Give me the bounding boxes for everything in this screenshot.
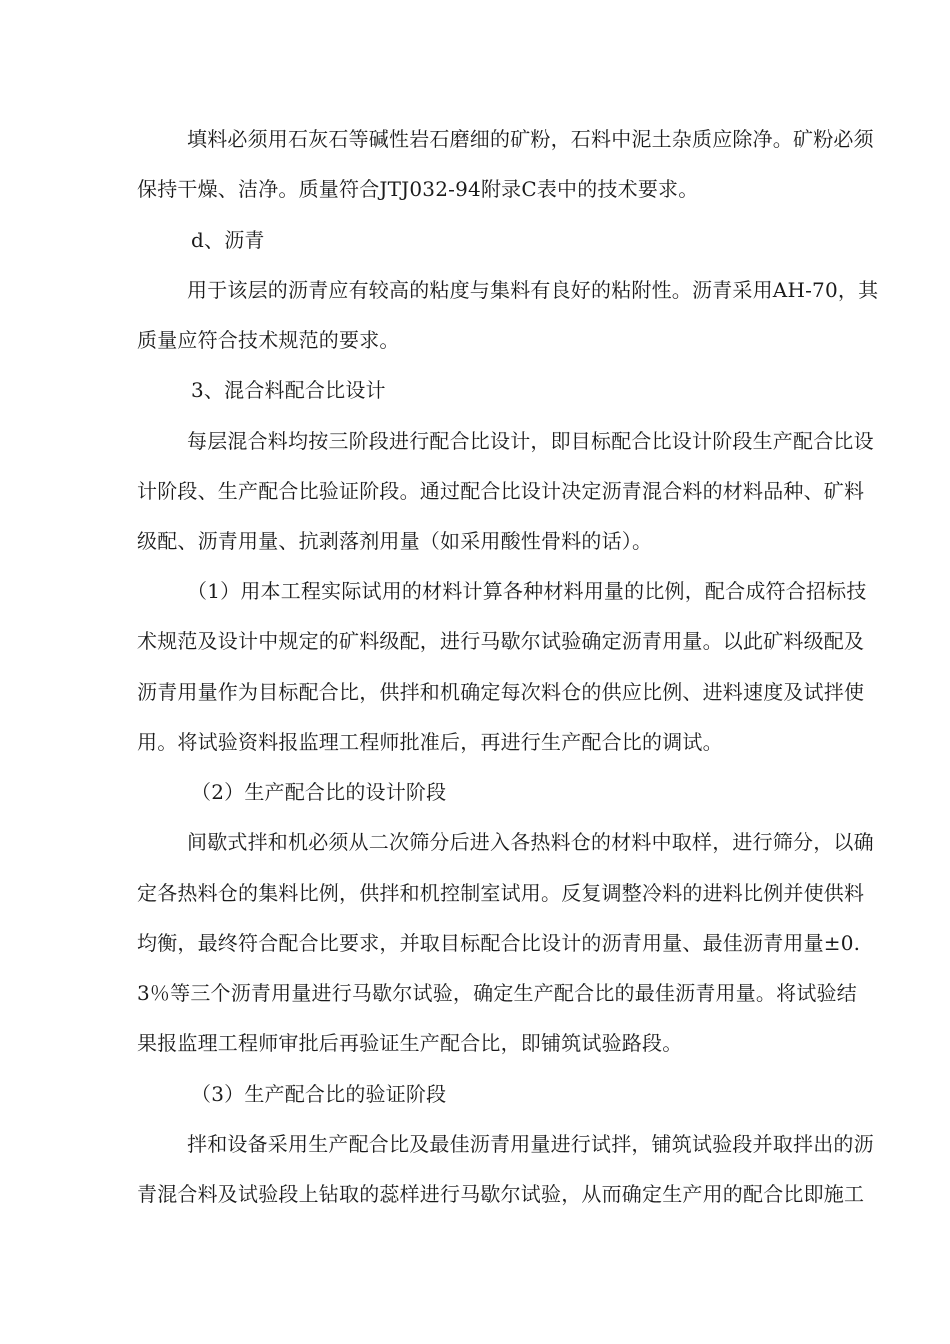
paragraph-asphalt-line-2: 质量应符合技术规范的要求。 xyxy=(137,328,400,352)
heading-asphalt: d、沥青 xyxy=(191,228,265,252)
paragraph-step1-line-4: 用。将试验资料报监理工程师批准后，再进行生产配合比的调试。 xyxy=(137,730,723,754)
paragraph-filler-line-1: 填料必须用石灰石等碱性岩石磨细的矿粉，石料中泥土杂质应除净。矿粉必须 xyxy=(187,127,874,151)
heading-step3: （3）生产配合比的验证阶段 xyxy=(191,1082,447,1106)
paragraph-step2-line-3: 均衡，最终符合配合比要求，并取目标配合比设计的沥青用量、最佳沥青用量±0. xyxy=(137,931,861,955)
heading-mix-design: 3、混合料配合比设计 xyxy=(191,378,386,402)
paragraph-asphalt-line-1: 用于该层的沥青应有较高的粘度与集料有良好的粘附性。沥青采用AH-70，其 xyxy=(187,278,879,302)
paragraph-step3-line-1: 拌和设备采用生产配合比及最佳沥青用量进行试拌，铺筑试验段并取拌出的沥 xyxy=(187,1132,874,1156)
paragraph-mix-design-line-1: 每层混合料均按三阶段进行配合比设计，即目标配合比设计阶段生产配合比设 xyxy=(187,429,874,453)
paragraph-mix-design-line-2: 计阶段、生产配合比验证阶段。通过配合比设计决定沥青混合料的材料品种、矿料 xyxy=(137,479,865,503)
paragraph-step3-line-2: 青混合料及试验段上钻取的蕊样进行马歇尔试验，从而确定生产用的配合比即施工 xyxy=(137,1182,865,1206)
paragraph-step2-line-4: 3％等三个沥青用量进行马歇尔试验，确定生产配合比的最佳沥青用量。将试验结 xyxy=(137,981,857,1005)
paragraph-step1-line-1: （1）用本工程实际试用的材料计算各种材料用量的比例，配合成符合招标技 xyxy=(187,579,867,603)
heading-step2: （2）生产配合比的设计阶段 xyxy=(191,780,447,804)
paragraph-mix-design-line-3: 级配、沥青用量、抗剥落剂用量（如采用酸性骨料的话）。 xyxy=(137,529,653,553)
paragraph-step2-line-5: 果报监理工程师审批后再验证生产配合比，即铺筑试验路段。 xyxy=(137,1031,683,1055)
paragraph-step2-line-1: 间歇式拌和机必须从二次筛分后进入各热料仓的材料中取样，进行筛分，以确 xyxy=(187,830,874,854)
paragraph-step1-line-3: 沥青用量作为目标配合比，供拌和机确定每次料仓的供应比例、进料速度及试拌使 xyxy=(137,680,865,704)
paragraph-filler-line-2: 保持干燥、洁净。质量符合JTJ032-94附录C表中的技术要求。 xyxy=(137,177,699,201)
paragraph-step2-line-2: 定各热料仓的集料比例，供拌和机控制室试用。反复调整冷料的进料比例并使供料 xyxy=(137,881,865,905)
paragraph-step1-line-2: 术规范及设计中规定的矿料级配，进行马歇尔试验确定沥青用量。以此矿料级配及 xyxy=(137,629,865,653)
